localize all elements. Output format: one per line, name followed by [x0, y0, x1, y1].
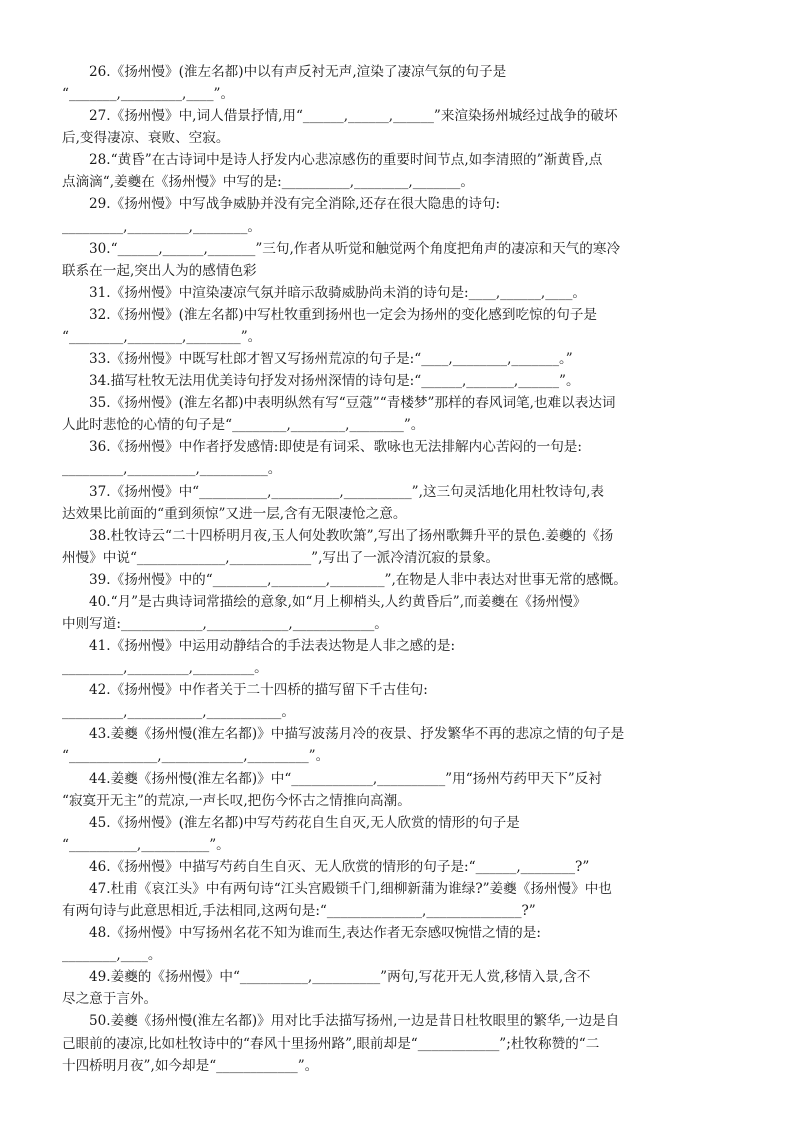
text-line: “_______,_________,____”。: [62, 86, 235, 103]
text-line: 40.“月”是古典诗词常描绘的意象,如“月上柳梢头,人约黄昏后”,而姜夔在《扬州慢》: [89, 593, 587, 610]
text-line: 联系在一起,突出人为的感情色彩: [62, 262, 257, 279]
text-line: “寂寞开无主”的荒凉,一声长叹,把伤今怀古之情推向高潮。: [62, 792, 411, 809]
text-line: 中则写道:____________,____________,____________。: [62, 616, 388, 632]
text-line: 点滴滴“,姜夔在《扬州慢》中写的是:__________,________,_______。: [62, 174, 474, 191]
text-line: 有两句诗与此意思相近,手法相同,这两句是:“______________,______________?”: [62, 903, 536, 920]
text-line: 33.《扬州慢》中既写杜郎才智又写扬州荒凉的句子是:“____,________,_______。”: [89, 351, 573, 368]
text-line: 32.《扬州慢》(淮左名都)中写杜牧重到扬州也一定会为扬州的变化感到吃惊的句子是: [89, 306, 598, 323]
text-line: _________,__________,__________。: [62, 461, 282, 478]
text-line: “_____________,____________,_________”。: [62, 748, 330, 765]
text-line: 尽之意于言外。: [62, 991, 158, 1008]
text-line: 30.“______,______,_______”三句,作者从听觉和触觉两个角度把角声的凄凉和天气的寒冷: [89, 240, 621, 257]
text-line: 45.《扬州慢》(淮左名都)中写芍药花自生自灭,无人欣赏的情形的句子是: [89, 814, 520, 831]
text-line: 47.杜甫《哀江头》中有两句诗“江头宫殿锁千门,细柳新蒲为谁绿?”姜夔《扬州慢》中也: [89, 880, 612, 897]
text-line: 35.《扬州慢》(淮左名都)中表明纵然有写“豆蔻”“青楼梦”那样的春风词笔,也难以表达词: [89, 395, 616, 412]
text-line: 49.姜夔的《扬州慢》中“__________,__________”两句,写花开无人赏,移情入景,含不: [89, 969, 591, 986]
text-line: ________,____。: [62, 947, 162, 964]
text-line: 十四桥明月夜”,如今却是“____________”。: [62, 1057, 319, 1074]
text-line: 达效果比前面的“重到须惊”又进一层,含有无限凄怆之意。: [62, 505, 407, 522]
text-line: 38.杜牧诗云“二十四桥明月夜,玉人何处教吹箫”,写出了扬州歌舞升平的景色.姜夔的《扬: [89, 527, 614, 544]
text-line: 36.《扬州慢》中作者抒发感情:即使是有词采、歌咏也无法排解内心苦闷的一句是:: [89, 439, 582, 456]
text-line: 48.《扬州慢》中写扬州名花不知为谁而生,表达作者无奈感叹惋惜之情的是:: [89, 925, 541, 942]
text-line: 28.“黄昏”在古诗词中是诗人抒发内心悲凉感伤的重要时间节点,如李清照的”渐黄昏,点: [89, 152, 603, 169]
text-line: 50.姜夔《扬州慢(淮左名都)》用对比手法描写扬州,一边是昔日杜牧眼里的繁华,一边是自: [89, 1013, 620, 1030]
text-line: 43.姜夔《扬州慢(淮左名都)》中描写波荡月冷的夜景、抒发繁华不再的悲凉之情的句子是: [89, 726, 625, 743]
text-line: “________,________,________”。: [62, 328, 262, 345]
text-line: 后,变得凄凉、衰败、空寂。: [62, 130, 230, 147]
text-line: 26.《扬州慢》(淮左名都)中以有声反衬无声,渲染了凄凉气氛的句子是: [89, 64, 507, 80]
text-line: 37.《扬州慢》中“__________,__________,__________”,这三句灵活地化用杜牧诗句,表: [89, 483, 604, 500]
text-line: 31.《扬州慢》中渲染凄凉气氛并暗示敌骑威胁尚未消的诗句是:____,______,____。: [89, 284, 587, 301]
text-line: 人此时悲怆的心情的句子是“________,________,________”。: [62, 417, 425, 434]
text-line: 42.《扬州慢》中作者关于二十四桥的描写留下千古佳句:: [89, 682, 428, 699]
text-line: 39.《扬州慢》中的“________,________,________”,在物是人非中表达对世事无常的感慨。: [89, 571, 627, 588]
text-line: “__________,__________”。: [62, 836, 230, 853]
text-line: 46.《扬州慢》中描写芍药自生自灭、无人欣赏的情形的句子是:“______,________?”: [89, 858, 590, 875]
text-line: 29.《扬州慢》中写战争威胁并没有完全消除,还存在很大隐患的诗句:: [89, 196, 501, 213]
text-line: _________,_________,_________。: [62, 660, 268, 677]
text-line: _________,_________,________。: [62, 218, 261, 235]
text-line: 27.《扬州慢》中,词人借景抒情,用“______,______,______”来渲染扬州城经过战争的破坏: [89, 108, 618, 125]
text-line: 州慢》中说“_____________,____________”,写出了一派冷清沉寂的景象。: [62, 549, 500, 566]
text-line: 34.描写杜牧无法用优美诗句抒发对扬州深情的诗句是:“______,_______,______”。: [89, 373, 580, 390]
text-line: 41.《扬州慢》中运用动静结合的手法表达物是人非之感的是:: [89, 638, 456, 655]
text-line: 己眼前的凄凉,比如杜牧诗中的“春风十里扬州路”,眼前却是“____________”;杜牧称赞的“二: [62, 1035, 600, 1052]
text-line: _________,___________,___________。: [62, 704, 295, 721]
text-line: 44.姜夔《扬州慢(淮左名都)》中“____________,__________”用“扬州芍药甲天下”反衬: [89, 770, 602, 787]
